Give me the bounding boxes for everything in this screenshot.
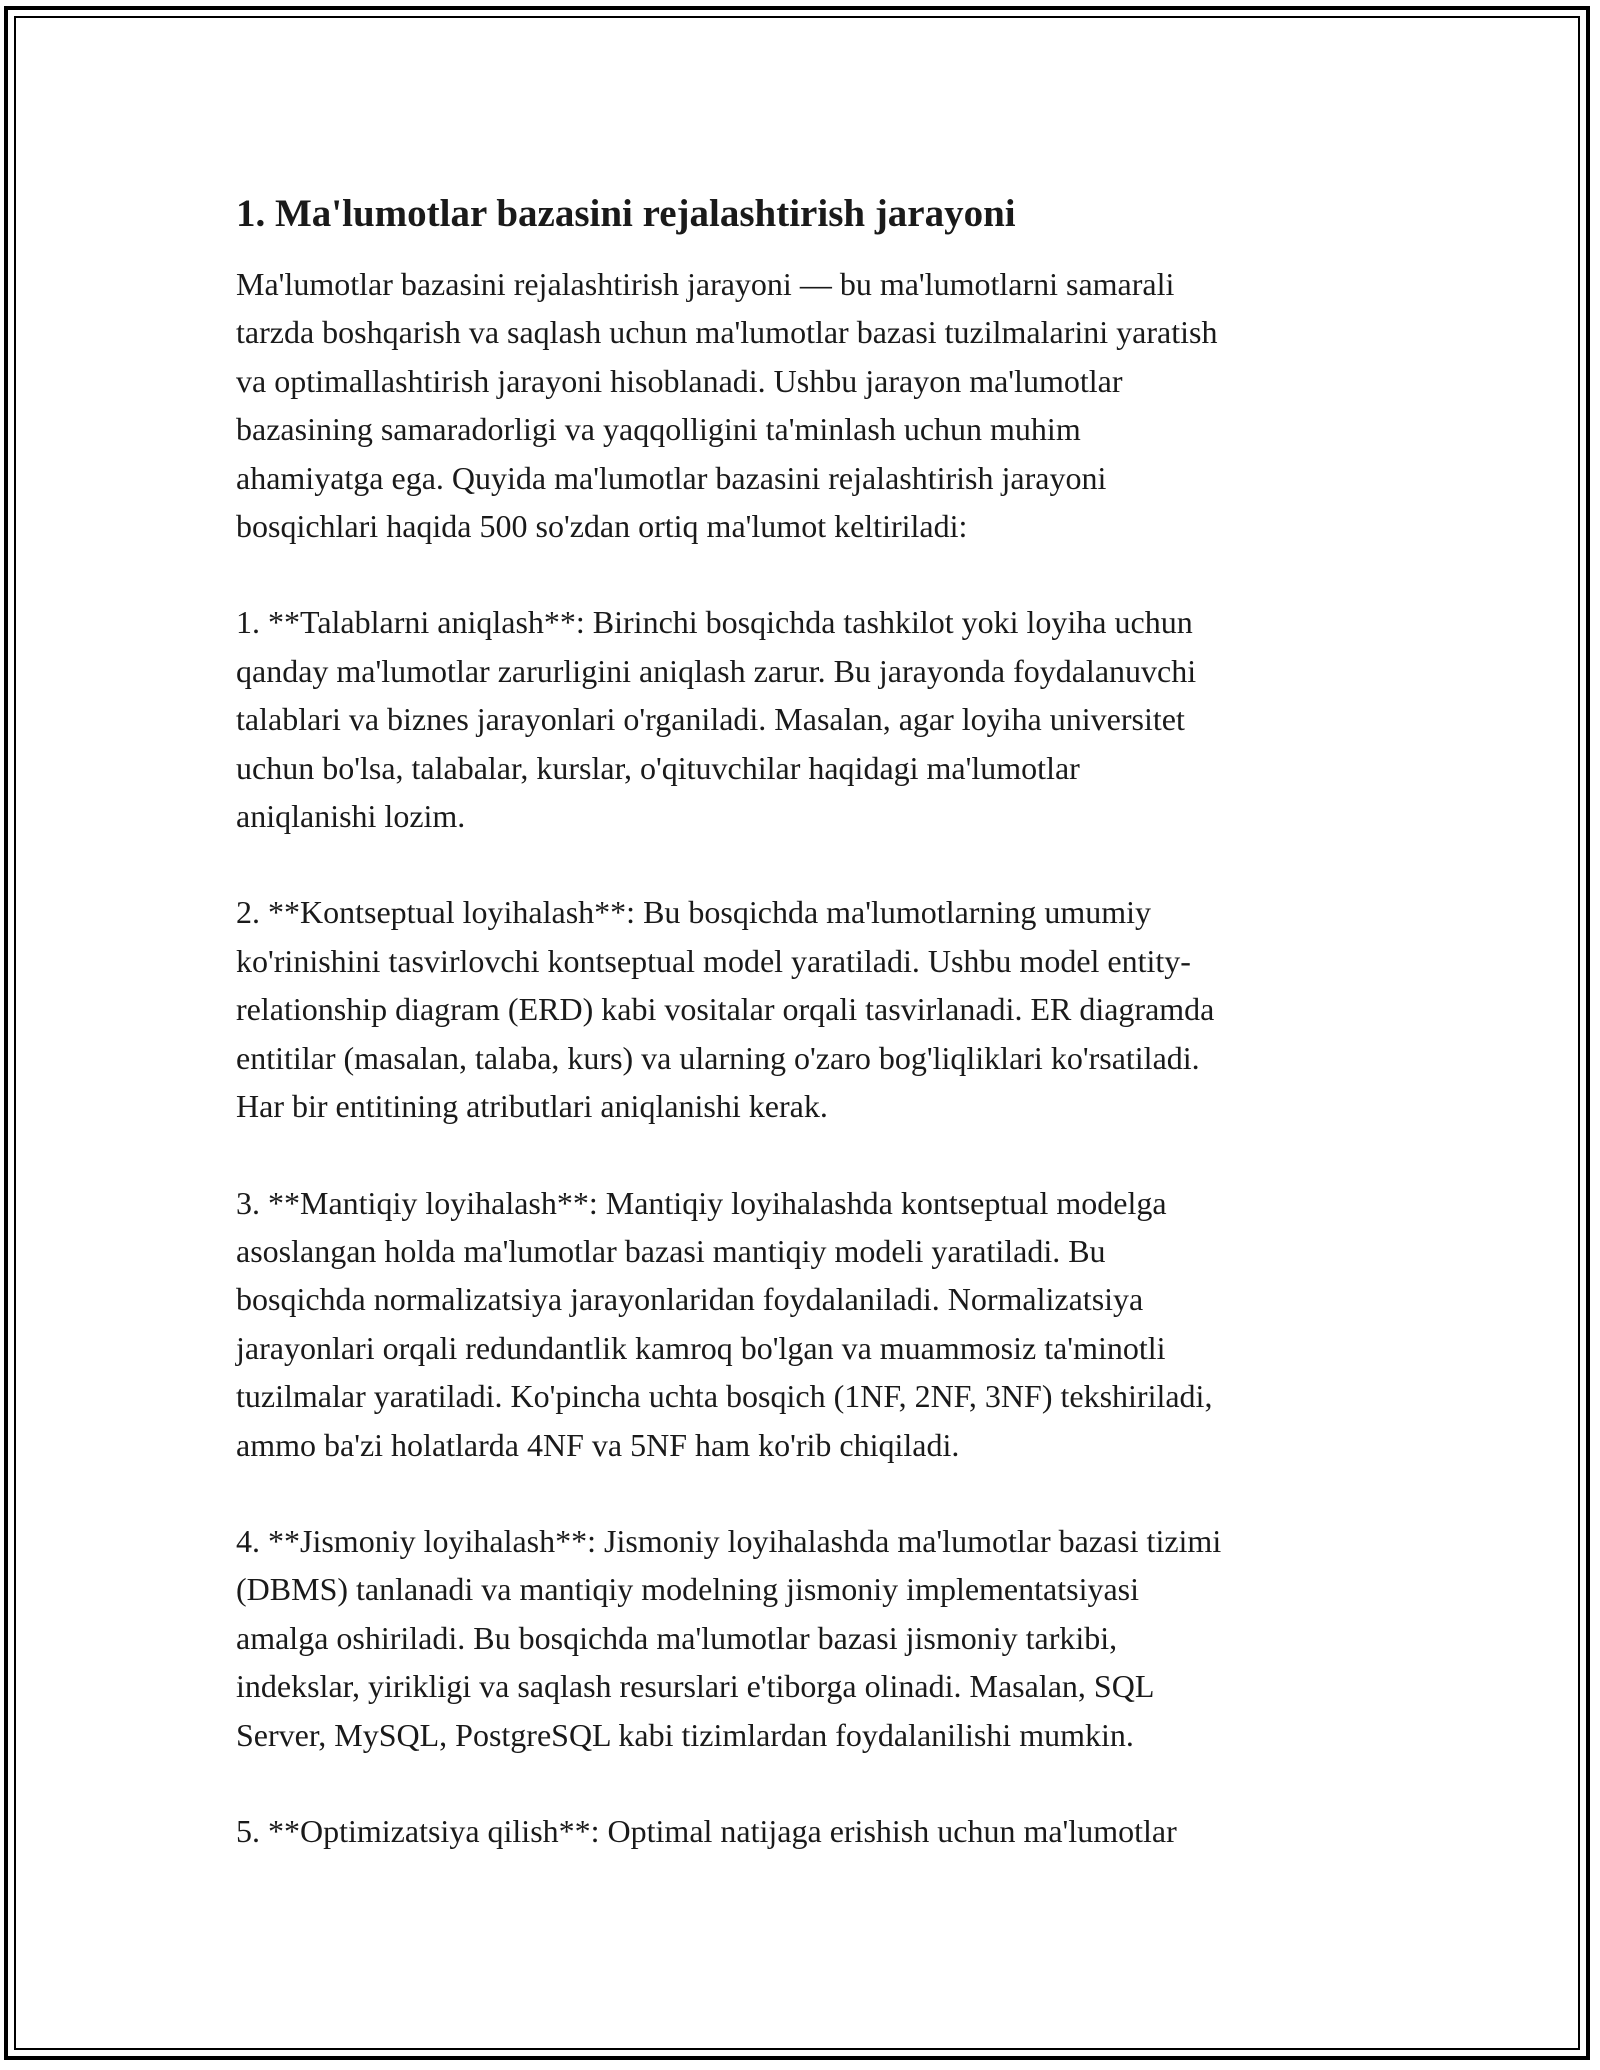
text-line: 3. **Mantiqiy loyihalash**: Mantiqiy loyihalashda kontseptual modelga (236, 1184, 1167, 1221)
text-line: Har bir entitining atributlari aniqlanishi kerak. (236, 1088, 828, 1125)
text-line: 5. **Optimizatsiya qilish**: Optimal natijaga erishish uchun ma'lumotlar (236, 1812, 1177, 1849)
text-line: indekslar, yirikligi va saqlash resurslari e'tiborga olinadi. Masalan, SQL (236, 1668, 1155, 1705)
text-line: tarzda boshqarish va saqlash uchun ma'lumotlar bazasi tuzilmalarini yaratish (236, 314, 1218, 351)
text-line: ammo ba'zi holatlarda 4NF va 5NF ham ko'rib chiqiladi. (236, 1426, 960, 1463)
text-line: jarayonlari orqali redundantlik kamroq bo'lgan va muammosiz ta'minotli (236, 1329, 1166, 1366)
text-line: tuzilmalar yaratiladi. Ko'pincha uchta bosqich (1NF, 2NF, 3NF) tekshiriladi, (236, 1378, 1213, 1415)
text-line: 2. **Kontseptual loyihalash**: Bu bosqichda ma'lumotlarning umumiy (236, 894, 1151, 931)
step-1-paragraph (236, 598, 1386, 840)
text-line: amalga oshiriladi. Bu bosqichda ma'lumotlar bazasi jismoniy tarkibi, (236, 1619, 1118, 1656)
text-line: bosqichda normalizatsiya jarayonlaridan foydalaniladi. Normalizatsiya (236, 1281, 1144, 1318)
text-line: 1. **Talablarni aniqlash**: Birinchi bosqichda tashkilot yoki loyiha uchun (236, 604, 1193, 641)
text-line: Server, MySQL, PostgreSQL kabi tizimlardan foydalanilishi mumkin. (236, 1716, 1134, 1753)
text-line: uchun bo'lsa, talabalar, kurslar, o'qituvchilar haqidagi ma'lumotlar (236, 749, 1080, 786)
text-line: aniqlanishi lozim. (236, 798, 466, 835)
text-line: qanday ma'lumotlar zarurligini aniqlash zarur. Bu jarayonda foydalanuvchi (236, 652, 1197, 689)
step-3-paragraph (236, 1179, 1386, 1469)
text-line: relationship diagram (ERD) kabi vositalar orqali tasvirlanadi. ER diagramda (236, 991, 1215, 1028)
intro-paragraph (236, 260, 1386, 550)
text-line: bosqichlari haqida 500 so'zdan ortiq ma'lumot keltiriladi: (236, 508, 968, 545)
text-line: ahamiyatga ega. Quyida ma'lumotlar bazasini rejalashtirish jarayoni (236, 459, 1107, 496)
text-line: ko'rinishini tasvirlovchi kontseptual model yaratiladi. Ushbu model entity- (236, 942, 1191, 979)
text-line: bazasining samaradorligi va yaqqolligini ta'minlash uchun muhim (236, 411, 1081, 448)
text-line: entitilar (masalan, talaba, kurs) va ularning o'zaro bog'liqliklari ko'rsatiladi. (236, 1039, 1200, 1076)
section-heading: 1. Ma'lumotlar bazasini rejalashtirish jarayoni (236, 192, 1016, 235)
step-5-paragraph (236, 1807, 1386, 1855)
step-4-paragraph (236, 1517, 1386, 1759)
text-line: va optimallashtirish jarayoni hisoblanadi. Ushbu jarayon ma'lumotlar (236, 362, 1123, 399)
text-line: 4. **Jismoniy loyihalash**: Jismoniy loyihalashda ma'lumotlar bazasi tizimi (236, 1522, 1222, 1559)
step-2-paragraph (236, 888, 1386, 1130)
text-line: (DBMS) tanlanadi va mantiqiy modelning jismoniy implementatsiyasi (236, 1571, 1139, 1608)
text-line: talablari va biznes jarayonlari o'rganiladi. Masalan, agar loyiha universitet (236, 701, 1185, 738)
document-body (236, 188, 1386, 1903)
text-line: asoslangan holda ma'lumotlar bazasi mantiqiy modeli yaratiladi. Bu (236, 1232, 1106, 1269)
text-line: Ma'lumotlar bazasini rejalashtirish jarayoni — bu ma'lumotlarni samarali (236, 266, 1175, 302)
